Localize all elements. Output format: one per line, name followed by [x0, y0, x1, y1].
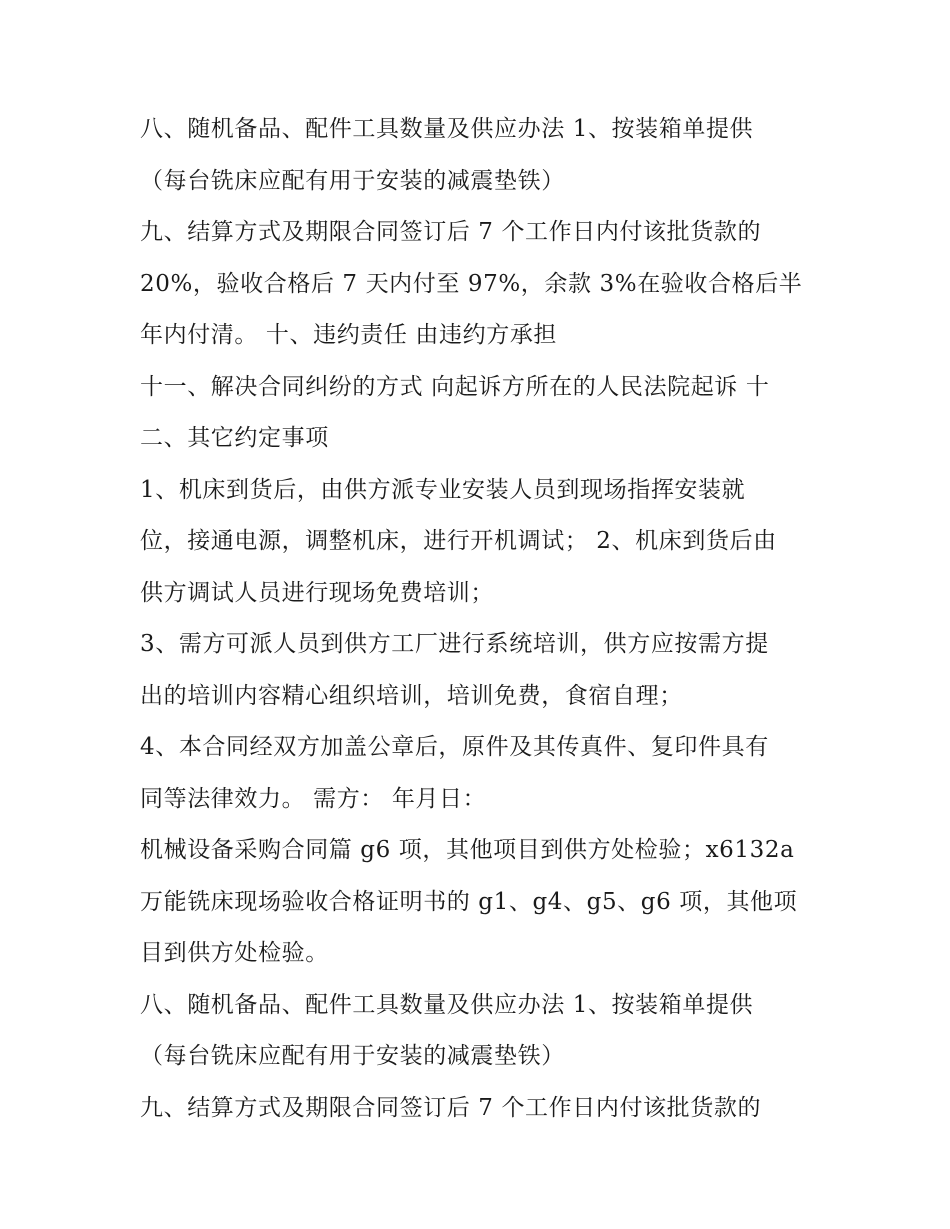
- text-line: （每台铣床应配有用于安装的减震垫铁）: [140, 1043, 565, 1069]
- document-body: [140, 104, 820, 1134]
- text-line: 1、机床到货后，由供方派专业安装人员到现场指挥安装就: [140, 476, 746, 503]
- text-line: 供方调试人员进行现场免费培训；: [140, 579, 494, 606]
- text-line: 年内付清。 十、违约责任 由违约方承担: [140, 322, 558, 348]
- text-line: 同等法律效力。 需方： 年月日：: [140, 785, 487, 812]
- text-line: 八、随机备品、配件工具数量及供应办法 1、按装箱单提供: [140, 991, 754, 1018]
- text-line: 位，接通电源，调整机床，进行开机调试； 2、机床到货后由: [140, 528, 777, 554]
- text-line: 二、其它约定事项: [140, 425, 329, 451]
- text-line: 出的培训内容精心组织培训，培训免费，食宿自理；: [140, 682, 683, 709]
- text-line: 九、结算方式及期限合同签订后 7 个工作日内付该批货款的: [140, 219, 762, 245]
- text-line: 20%，验收合格后 7 天内付至 97%，余款 3%在验收合格后半: [140, 270, 803, 297]
- text-line: 十一、解决合同纠纷的方式 向起诉方所在的人民法院起诉 十: [140, 373, 770, 400]
- text-line: 八、随机备品、配件工具数量及供应办法 1、按装箱单提供: [140, 116, 754, 142]
- text-line: 4、本合同经双方加盖公章后，原件及其传真件、复印件具有: [140, 734, 769, 760]
- text-line: 机械设备采购合同篇 g6 项，其他项目到供方处检验；x6132a: [140, 837, 795, 863]
- text-line: 九、结算方式及期限合同签订后 7 个工作日内付该批货款的: [140, 1094, 762, 1121]
- text-line: （每台铣床应配有用于安装的减震垫铁）: [140, 167, 565, 194]
- text-line: 3、需方可派人员到供方工厂进行系统培训，供方应按需方提: [140, 631, 769, 657]
- text-line: 万能铣床现场验收合格证明书的 g1、g4、g5、g6 项，其他项: [140, 888, 798, 915]
- text-line: 目到供方处检验。: [140, 940, 329, 966]
